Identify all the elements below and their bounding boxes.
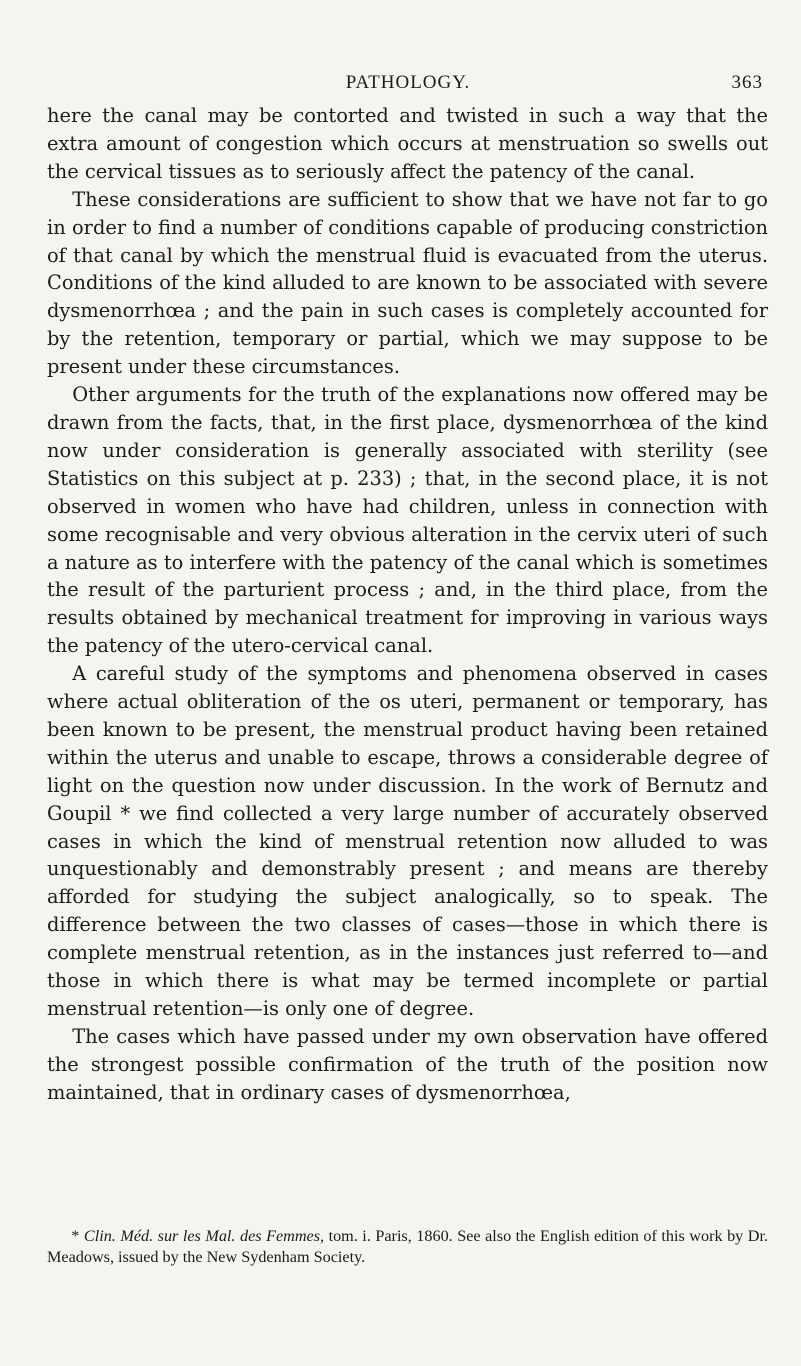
footnote-cited-title: Clin. Méd. sur les Mal. des Femmes, bbox=[83, 1227, 325, 1245]
body-text bbox=[47, 102, 768, 1107]
footnote bbox=[47, 1226, 768, 1268]
footnote-marker: * bbox=[71, 1227, 84, 1245]
paragraph-continued: here the canal may be contorted and twisted in such a way that the extra amount of congestion which occurs at menstruation so swells out the cervical tissues as to seriously affect the patency of the canal. bbox=[47, 104, 768, 183]
running-head bbox=[47, 72, 769, 98]
paragraph: The cases which have passed under my own observation have offered the strongest possible confirmation of the truth of the position now maintained, that in ordinary cases of dysmenorrhœa, bbox=[47, 1024, 768, 1104]
page-number: 363 bbox=[731, 72, 763, 93]
running-title: PATHOLOGY. bbox=[345, 72, 471, 93]
paragraph: These considerations are sufficient to show that we have not far to go in order to find a number of conditions capable of producing constriction of that canal by which the menstrual fluid is evacuated from the uterus. Conditions of the kind alluded to are known to be associated with severe dysmenorrhœa ; and the pain in such cases is completely accounted for by the retention, temporary or partial, which we may suppose to be present under these circumstances. bbox=[47, 187, 768, 379]
paragraph: A careful study of the symptoms and phenomena observed in cases where actual obliteration of the os uteri, permanent or temporary, has been known to be present, the menstrual product having been retained within the uterus and unable to escape, throws a considerable degree of light on the question now under discussion. In the work of Bernutz and Goupil * we find collected a very large number of accurately observed cases in which the kind of menstrual retention now alluded to was unquestionably and demonstrably present ; and means are thereby afforded for studying the subject analogically, so to speak. The difference between the two classes of cases—those in which there is complete menstrual retention, as in the instances just referred to—and those in which there is what may be termed incomplete or partial menstrual retention—is only one of degree. bbox=[47, 662, 768, 1020]
footnote-text: tom. i. Paris, 1860. See also the English edition of this work by Dr. Meadows, issued by the New Sydenham Society. bbox=[47, 1227, 769, 1266]
paragraph: Other arguments for the truth of the explanations now offered may be drawn from the facts, that, in the first place, dysmenorrhœa of the kind now under consideration is generally associated with sterility (see Statistics on this subject at p. 233) ; that, in the second place, it is not observed in women who have had children, unless in connection with some recognisable and very obvious alteration in the cervix uteri of such a nature as to interfere with the patency of the canal which is sometimes the result of the parturient process ; and, in the third place, from the results obtained by mechanical treatment for improving in various ways the patency of the utero-cervical canal. bbox=[47, 383, 768, 658]
